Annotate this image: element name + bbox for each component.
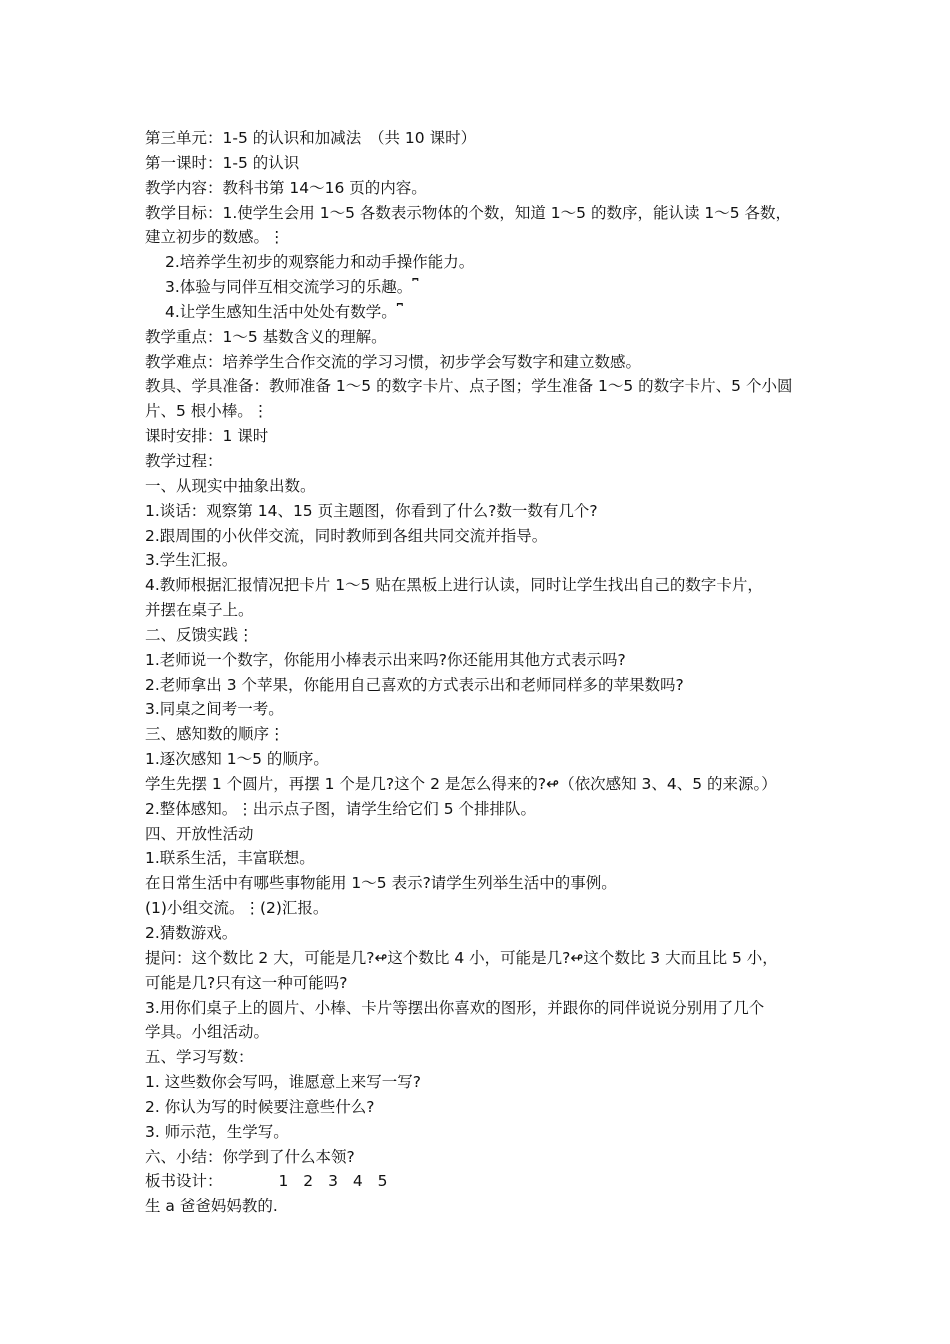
section-1-heading: 一、从现实中抽象出数。 — [145, 476, 316, 495]
board-design-numbers: 1 2 3 4 5 — [278, 1172, 388, 1191]
lesson-title: 第一课时：1-5 的认识 — [145, 153, 300, 172]
teaching-goal-4: 4.让学生感知生活中处处有数学。⎴ — [165, 302, 403, 321]
section-4-item-1-detail: 在日常生活中有哪些事物能用 1～5 表示?请学生列举生活中的事例。 — [145, 874, 617, 893]
section-4-item-2-question-cont: 可能是几?只有这一种可能吗? — [145, 973, 348, 992]
section-3-item-2: 2.整体感知。⋮出示点子图，请学生给它们 5 个排排队。 — [145, 799, 537, 818]
section-2-item-2: 2.老师拿出 3 个苹果，你能用自己喜欢的方式表示出和老师同样多的苹果数吗? — [145, 675, 684, 694]
section-5-item-3: 3. 师示范，生学写。 — [145, 1122, 289, 1141]
unit-title: 第三单元：1-5 的认识和加减法 （共 10 课时） — [145, 129, 477, 147]
board-design — [145, 1169, 815, 1194]
section-2-heading: 二、反馈实践⋮ — [145, 625, 254, 644]
section-1-item-4-cont: 并摆在桌子上。 — [145, 601, 254, 620]
section-5-item-2: 2. 你认为写的时候要注意些什么? — [145, 1097, 375, 1116]
section-3-item-1-detail: 学生先摆 1 个圆片，再摆 1 个是几?这个 2 是怎么得来的?↫（依次感知 3、4、5 的来源。） — [145, 774, 777, 793]
section-4-item-1: 1.联系生活，丰富联想。 — [145, 849, 315, 868]
board-design-label: 板书设计： — [145, 1172, 223, 1191]
difficult-point: 教学难点：培养学生合作交流的学习习惯，初步学会写数字和建立数感。 — [145, 352, 642, 371]
section-4-item-1-steps: (1)小组交流。⋮(2)汇报。 — [145, 899, 329, 918]
section-4-item-2-question: 提问：这个数比 2 大，可能是几?↫这个数比 4 小，可能是几?↫这个数比 3 大而且比 5 小， — [145, 948, 778, 967]
process-heading: 教学过程： — [145, 451, 223, 470]
final-note: 生 a 爸爸妈妈教的. — [145, 1197, 278, 1216]
teaching-goal-1: 教学目标：1.使学生会用 1～5 各数表示物体的个数，知道 1～5 的数序，能认读 1～5 各数， — [145, 203, 792, 222]
section-4-item-3: 3.用你们桌子上的圆片、小棒、卡片等摆出你喜欢的图形，并跟你的同伴说说分别用了几个 — [145, 998, 765, 1017]
section-3-heading: 三、感知数的顺序⋮ — [145, 725, 285, 744]
section-1-item-4: 4.教师根据汇报情况把卡片 1～5 贴在黑板上进行认读，同时让学生找出自己的数字卡片， — [145, 576, 763, 595]
section-5-item-1: 1. 这些数你会写吗，谁愿意上来写一写? — [145, 1073, 421, 1092]
section-4-item-3-cont: 学具。小组活动。 — [145, 1023, 270, 1042]
document-body — [145, 126, 815, 1219]
class-hours: 课时安排：1 课时 — [145, 427, 269, 446]
section-5-heading: 五、学习写数： — [145, 1048, 254, 1067]
materials-cont: 片、5 根小棒。⋮ — [145, 402, 269, 421]
teaching-content: 教学内容：教科书第 14～16 页的内容。 — [145, 178, 427, 197]
teaching-goal-2: 2.培养学生初步的观察能力和动手操作能力。 — [165, 253, 475, 272]
section-4-item-2: 2.猜数游戏。 — [145, 924, 238, 942]
materials: 教具、学具准备：教师准备 1～5 的数字卡片、点子图；学生准备 1～5 的数字卡片、5 个小圆 — [145, 377, 793, 396]
section-3-item-1: 1.逐次感知 1～5 的顺序。 — [145, 750, 329, 769]
key-point: 教学重点：1～5 基数含义的理解。 — [145, 327, 387, 346]
section-6-summary: 六、小结：你学到了什么本领? — [145, 1147, 355, 1166]
section-2-item-3: 3.同桌之间考一考。 — [145, 700, 284, 719]
section-1-item-2: 2.跟周围的小伙伴交流，同时教师到各组共同交流并指导。 — [145, 526, 548, 545]
section-4-heading: 四、开放性活动 — [145, 824, 254, 843]
section-1-item-3: 3.学生汇报。 — [145, 551, 238, 570]
teaching-goal-1-cont: 建立初步的数感。⋮ — [145, 228, 285, 247]
section-1-item-1: 1.谈话：观察第 14、15 页主题图，你看到了什么?数一数有几个? — [145, 501, 598, 520]
teaching-goal-3: 3.体验与同伴互相交流学习的乐趣。⎴ — [165, 278, 419, 297]
section-2-item-1: 1.老师说一个数字，你能用小棒表示出来吗?你还能用其他方式表示吗? — [145, 650, 626, 669]
